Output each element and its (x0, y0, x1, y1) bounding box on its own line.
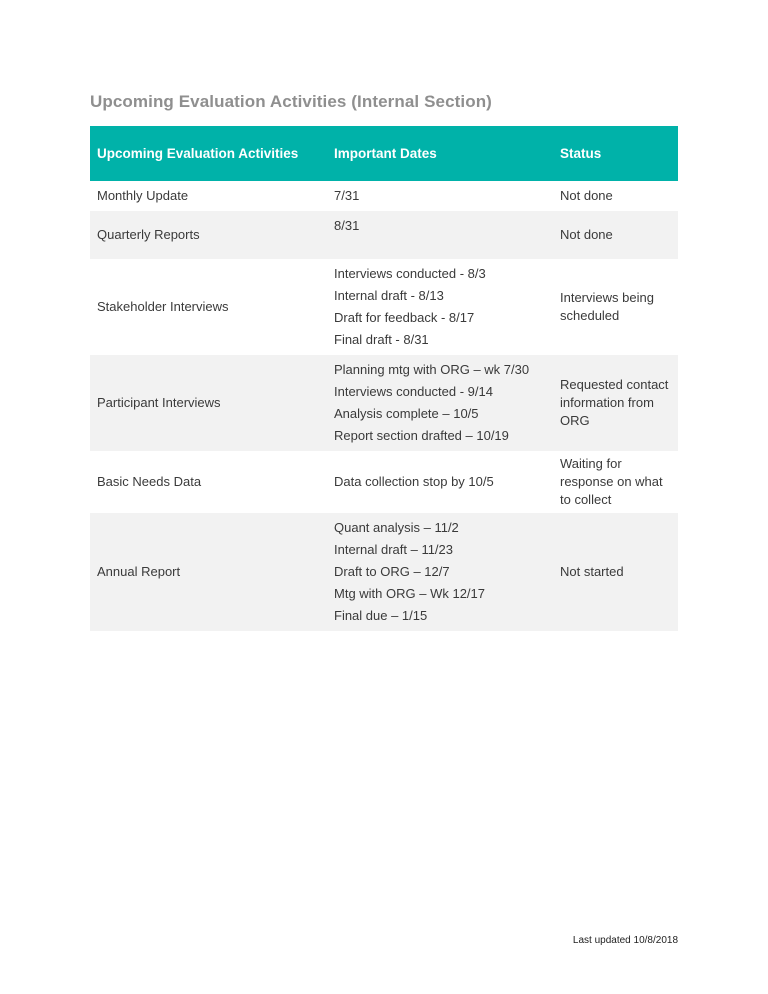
table-row (90, 259, 678, 355)
date-line: Data collection stop by 10/5 (334, 474, 494, 489)
date-line: Final draft - 8/31 (334, 332, 429, 347)
table-row (90, 181, 678, 211)
column-header-status: Status (553, 126, 678, 181)
activities-table-container (90, 126, 678, 631)
dates-cell (327, 211, 553, 259)
activity-cell: Participant Interviews (90, 355, 327, 451)
date-line: Interviews conducted - 9/14 (334, 384, 493, 399)
date-line: Internal draft - 8/13 (334, 288, 444, 303)
page-title: Upcoming Evaluation Activities (Internal Section) (90, 92, 492, 111)
date-line: Draft for feedback - 8/17 (334, 310, 475, 325)
dates-cell (327, 513, 553, 631)
table-row (90, 451, 678, 513)
dates-cell (327, 181, 553, 211)
status-cell: Waiting for response on what to collect (553, 451, 678, 513)
status-cell: Interviews being scheduled (553, 259, 678, 355)
table-body (90, 181, 678, 631)
date-line: Internal draft – 11/23 (334, 542, 454, 557)
status-cell: Not started (553, 513, 678, 631)
table-row (90, 513, 678, 631)
date-line: Draft to ORG – 12/7 (334, 564, 450, 579)
table-row (90, 211, 678, 259)
date-line: 8/31 (334, 218, 360, 233)
date-line: Mtg with ORG – Wk 12/17 (334, 586, 485, 601)
date-line: Final due – 1/15 (334, 608, 428, 623)
date-line: Planning mtg with ORG – wk 7/30 (334, 362, 530, 377)
date-line: Interviews conducted - 8/3 (334, 266, 486, 281)
activity-cell: Quarterly Reports (90, 211, 327, 259)
activities-table (90, 126, 678, 631)
activity-cell: Annual Report (90, 513, 327, 631)
status-cell: Not done (553, 181, 678, 211)
activity-cell: Monthly Update (90, 181, 327, 211)
table-header (90, 126, 678, 181)
last-updated-note: Last updated 10/8/2018 (572, 935, 678, 946)
column-header-dates: Important Dates (327, 126, 553, 181)
dates-cell (327, 355, 553, 451)
table-row (90, 355, 678, 451)
date-line: Quant analysis – 11/2 (334, 520, 459, 535)
status-cell: Requested contact information from ORG (553, 355, 678, 451)
status-cell: Not done (553, 211, 678, 259)
activity-cell: Stakeholder Interviews (90, 259, 327, 355)
date-line: 7/31 (334, 188, 360, 203)
header-row (90, 126, 678, 181)
date-line: Analysis complete – 10/5 (334, 406, 479, 421)
activity-cell: Basic Needs Data (90, 451, 327, 513)
dates-cell (327, 451, 553, 513)
column-header-activities: Upcoming Evaluation Activities (90, 126, 327, 181)
dates-cell (327, 259, 553, 355)
date-line: Report section drafted – 10/19 (334, 428, 509, 443)
